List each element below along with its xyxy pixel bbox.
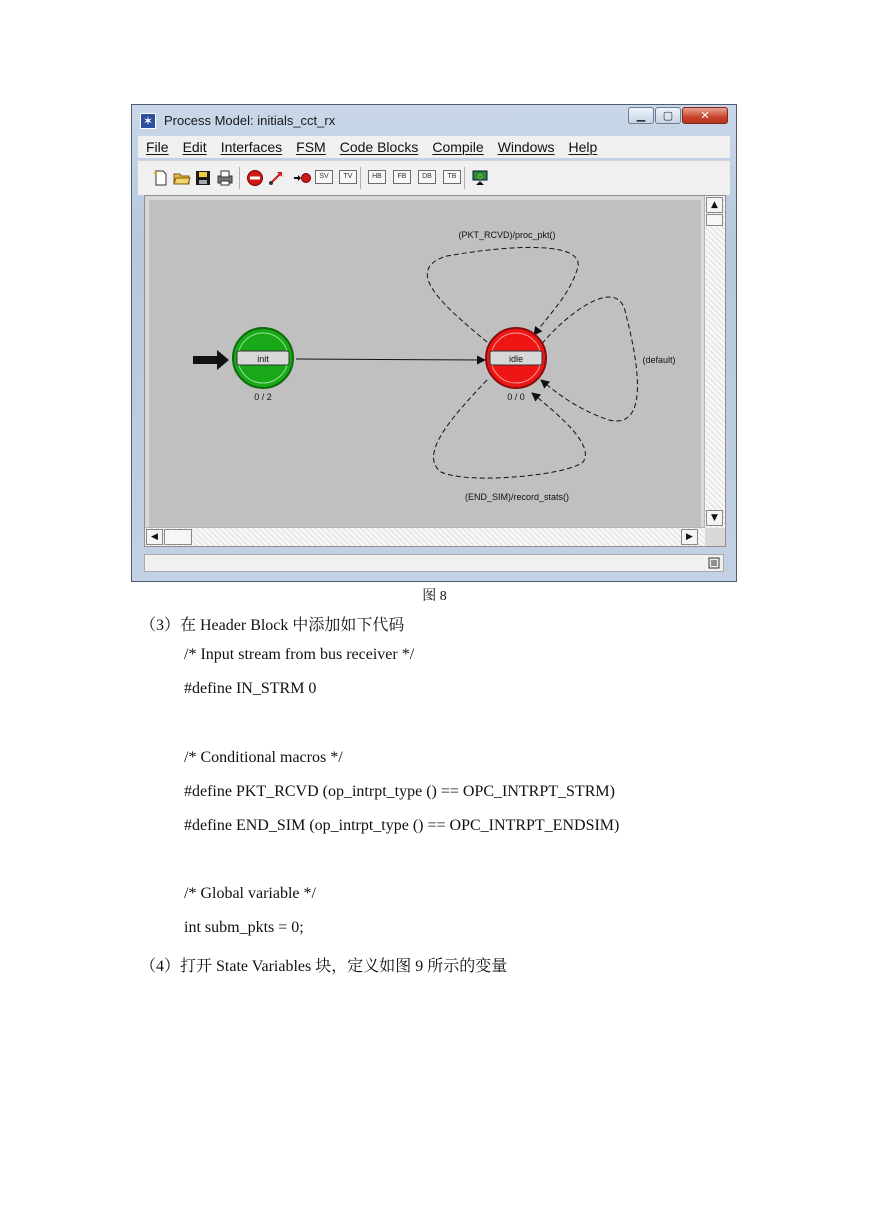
scroll-up-button[interactable]: ▲ <box>706 197 723 213</box>
figure-caption: 图 8 <box>422 589 447 604</box>
horizontal-scroll-thumb[interactable] <box>164 529 192 545</box>
vertical-scrollbar[interactable] <box>704 196 725 528</box>
code-line-define-in-strm: #define IN_STRM 0 <box>184 680 317 697</box>
status-bar <box>144 554 724 572</box>
menu-fsm[interactable]: FSM <box>296 139 326 155</box>
notes-icon[interactable] <box>707 556 721 570</box>
new-file-icon[interactable] <box>152 169 170 187</box>
code-line-int-subm-pkts: int subm_pkts = 0; <box>184 919 304 936</box>
code-line-define-pkt-rcvd: #define PKT_RCVD (op_intrpt_type () == OPC_INTRPT_STRM) <box>184 783 615 800</box>
save-icon[interactable] <box>194 169 212 187</box>
tv-button[interactable]: TV <box>339 170 357 184</box>
toolbar-separator <box>239 167 240 189</box>
db-button[interactable]: DB <box>418 170 436 184</box>
window-title: Process Model: initials_cct_rx <box>164 113 336 128</box>
create-state-icon[interactable] <box>293 169 311 187</box>
minimize-button[interactable] <box>628 107 654 124</box>
code-line-comment-macros: /* Conditional macros */ <box>184 749 343 766</box>
close-icon: ✕ <box>700 109 710 122</box>
transition-default[interactable] <box>537 297 637 421</box>
minimize-icon: ▁ <box>636 109 646 122</box>
tb-button[interactable]: TB <box>443 170 461 184</box>
toolbar-separator <box>464 167 465 189</box>
menu-edit[interactable]: Edit <box>182 139 207 155</box>
step-3-text: （3）在 Header Block 中添加如下代码 <box>140 617 405 634</box>
vertical-scroll-thumb[interactable] <box>706 214 723 226</box>
menu-file[interactable]: File <box>146 139 169 155</box>
scroll-right-button[interactable]: ▶ <box>681 529 698 545</box>
menu-windows[interactable]: Windows <box>497 139 555 155</box>
toolbar <box>138 160 730 195</box>
compile-icon[interactable] <box>471 169 489 187</box>
state-idle-name: idle <box>508 354 524 364</box>
label-end-sim: (END_SIM)/record_stats() <box>464 492 570 502</box>
menu-code-blocks[interactable]: Code Blocks <box>339 139 419 155</box>
fb-button[interactable]: FB <box>393 170 411 184</box>
app-icon: ✶ <box>140 113 156 129</box>
code-line-comment-input: /* Input stream from bus receiver */ <box>184 646 415 663</box>
close-button[interactable] <box>682 107 728 124</box>
menu-interfaces[interactable]: Interfaces <box>220 139 283 155</box>
hb-button[interactable]: HB <box>368 170 386 184</box>
scroll-left-button[interactable]: ◀ <box>146 529 163 545</box>
menu-bar <box>138 136 730 158</box>
stop-icon[interactable] <box>246 169 264 187</box>
state-init-counter: 0 / 2 <box>254 392 272 402</box>
menu-help[interactable]: Help <box>568 139 598 155</box>
print-icon[interactable] <box>216 169 234 187</box>
transition-pkt-rcvd[interactable] <box>427 247 578 342</box>
sv-button[interactable]: SV <box>315 170 333 184</box>
step-4-text: （4）打开 State Variables 块，定义如图 9 所示的变量 <box>140 958 508 975</box>
horizontal-scrollbar[interactable] <box>145 527 705 546</box>
title-bar <box>132 105 736 135</box>
code-line-define-end-sim: #define END_SIM (op_intrpt_type () == OPC_INTRPT_ENDSIM) <box>184 817 620 834</box>
fsm-canvas-area <box>144 195 726 547</box>
initial-state-arrow <box>193 350 229 370</box>
label-default: (default) <box>642 355 676 365</box>
menu-compile[interactable]: Compile <box>432 139 484 155</box>
toolbar-separator <box>360 167 361 189</box>
open-folder-icon[interactable] <box>173 169 191 187</box>
fsm-diagram[interactable] <box>149 200 701 528</box>
maximize-icon: ▢ <box>662 109 674 122</box>
code-line-comment-global: /* Global variable */ <box>184 885 316 902</box>
maximize-button[interactable] <box>655 107 681 124</box>
transition-init-idle[interactable] <box>296 359 485 360</box>
state-init-name: init <box>257 354 269 364</box>
scroll-down-button[interactable]: ▼ <box>706 510 723 526</box>
state-idle-counter: 0 / 0 <box>507 392 525 402</box>
process-model-window <box>131 104 737 582</box>
svg-text:○: ○ <box>477 173 483 180</box>
transition-tool-icon[interactable] <box>267 169 285 187</box>
label-pkt-rcvd: (PKT_RCVD)/proc_pkt() <box>458 230 556 240</box>
